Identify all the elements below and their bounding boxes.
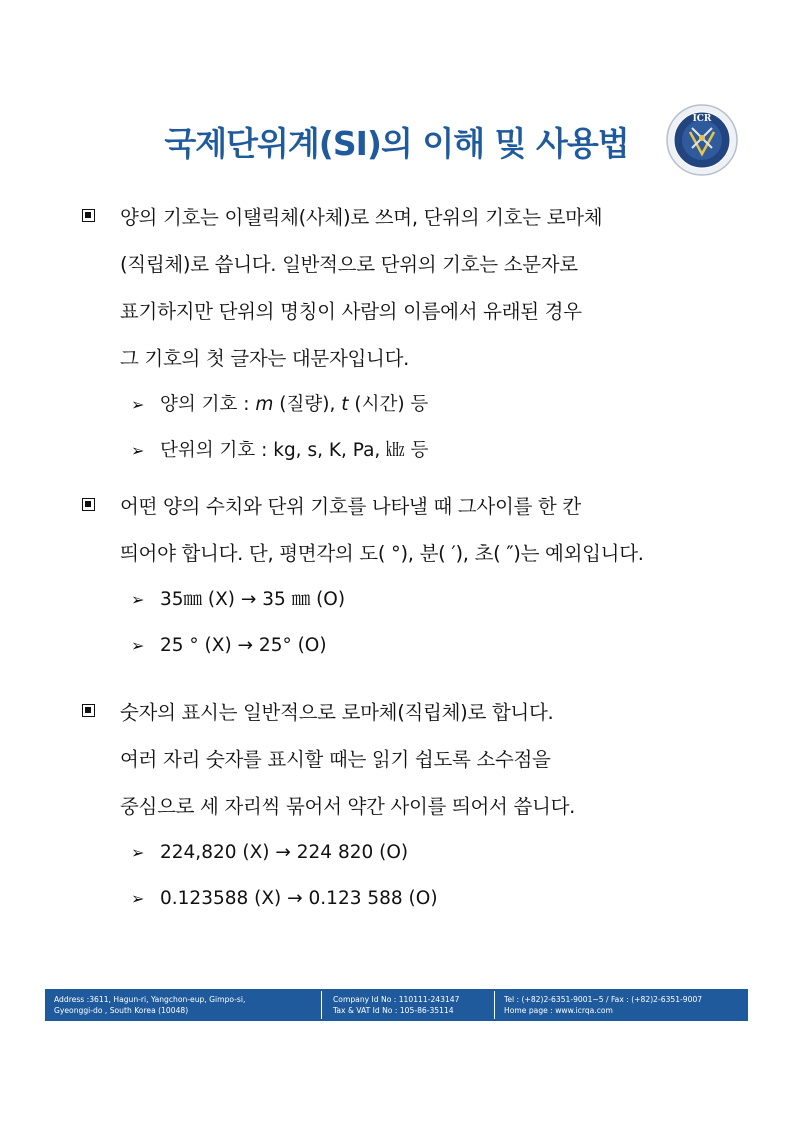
arrow-bullet-icon: ➢: [131, 441, 145, 460]
list-item: ➢ 224,820 (X) → 224 820 (O): [78, 830, 768, 876]
paragraph-line: 어떤 양의 수치와 단위 기호를 나타낼 때 그사이를 한 칸: [78, 483, 768, 530]
section-1: [78, 194, 768, 474]
square-bullet-icon: [82, 498, 95, 511]
paragraph-line: (직립체)로 씁니다. 일반적으로 단위의 기호는 소문자로: [120, 253, 578, 276]
arrow-bullet-icon: ➢: [131, 590, 145, 609]
list-item: ➢ 단위의 기호 : kg, s, K, Pa, ㎑ 등: [78, 428, 768, 474]
square-bullet-icon: [82, 209, 95, 222]
paragraph-line: 그 기호의 첫 글자는 대문자입니다.: [120, 347, 410, 370]
footer-address: Address :3611, Hagun-ri, Yangchon-eup, Gimpo-si, Gyeonggi-do , South Korea (10048): [54, 995, 246, 1015]
footer-company-ids: Company Id No : 110111-243147 Tax & VAT Id No : 105-86-35114: [333, 995, 460, 1015]
paragraph-line: 숫자의 표시는 일반적으로 로마체(직립체)로 합니다.: [78, 689, 768, 736]
square-bullet-icon: [82, 704, 95, 717]
list-item: ➢ 35㎜ (X) → 35 ㎜ (O): [78, 577, 768, 623]
footer-divider: [494, 991, 495, 1019]
paragraph-line: 중심으로 세 자리씩 묶어서 약간 사이를 띄어서 씁니다.: [120, 795, 576, 818]
page-title: 국제단위계(SI)의 이해 및 사용법: [164, 124, 629, 163]
arrow-bullet-icon: ➢: [131, 636, 145, 655]
arrow-bullet-icon: ➢: [131, 395, 145, 414]
list-item: ➢ 25 ° (X) → 25° (O): [78, 623, 768, 669]
list-item: ➢ 0.123588 (X) → 0.123 588 (O): [78, 876, 768, 922]
footer-contact: Tel : (+82)2-6351-9001~5 / Fax : (+82)2-6351-9007 Home page : www.icrqa.com: [504, 995, 703, 1015]
section-3: [78, 689, 768, 922]
paragraph-line: 여러 자리 숫자를 표시할 때는 읽기 쉽도록 소수점을: [120, 748, 551, 771]
paragraph-line: 양의 기호는 이탤릭체(사체)로 쓰며, 단위의 기호는 로마체: [78, 194, 768, 241]
footer-bar: [45, 989, 748, 1021]
svg-text:ICR: ICR: [692, 114, 712, 124]
paragraph-line: 표기하지만 단위의 명칭이 사람의 이름에서 유래된 경우: [120, 300, 582, 323]
section-2: [78, 483, 768, 669]
list-item: ➢ 양의 기호 : m (질량), t (시간) 등: [78, 382, 768, 428]
company-logo: [666, 104, 738, 176]
arrow-bullet-icon: ➢: [131, 843, 145, 862]
paragraph-line: 띄어야 합니다. 단, 평면각의 도( °), 분( ′), 초( ″)는 예외입니다.: [120, 542, 644, 565]
footer-divider: [321, 991, 322, 1019]
arrow-bullet-icon: ➢: [131, 889, 145, 908]
